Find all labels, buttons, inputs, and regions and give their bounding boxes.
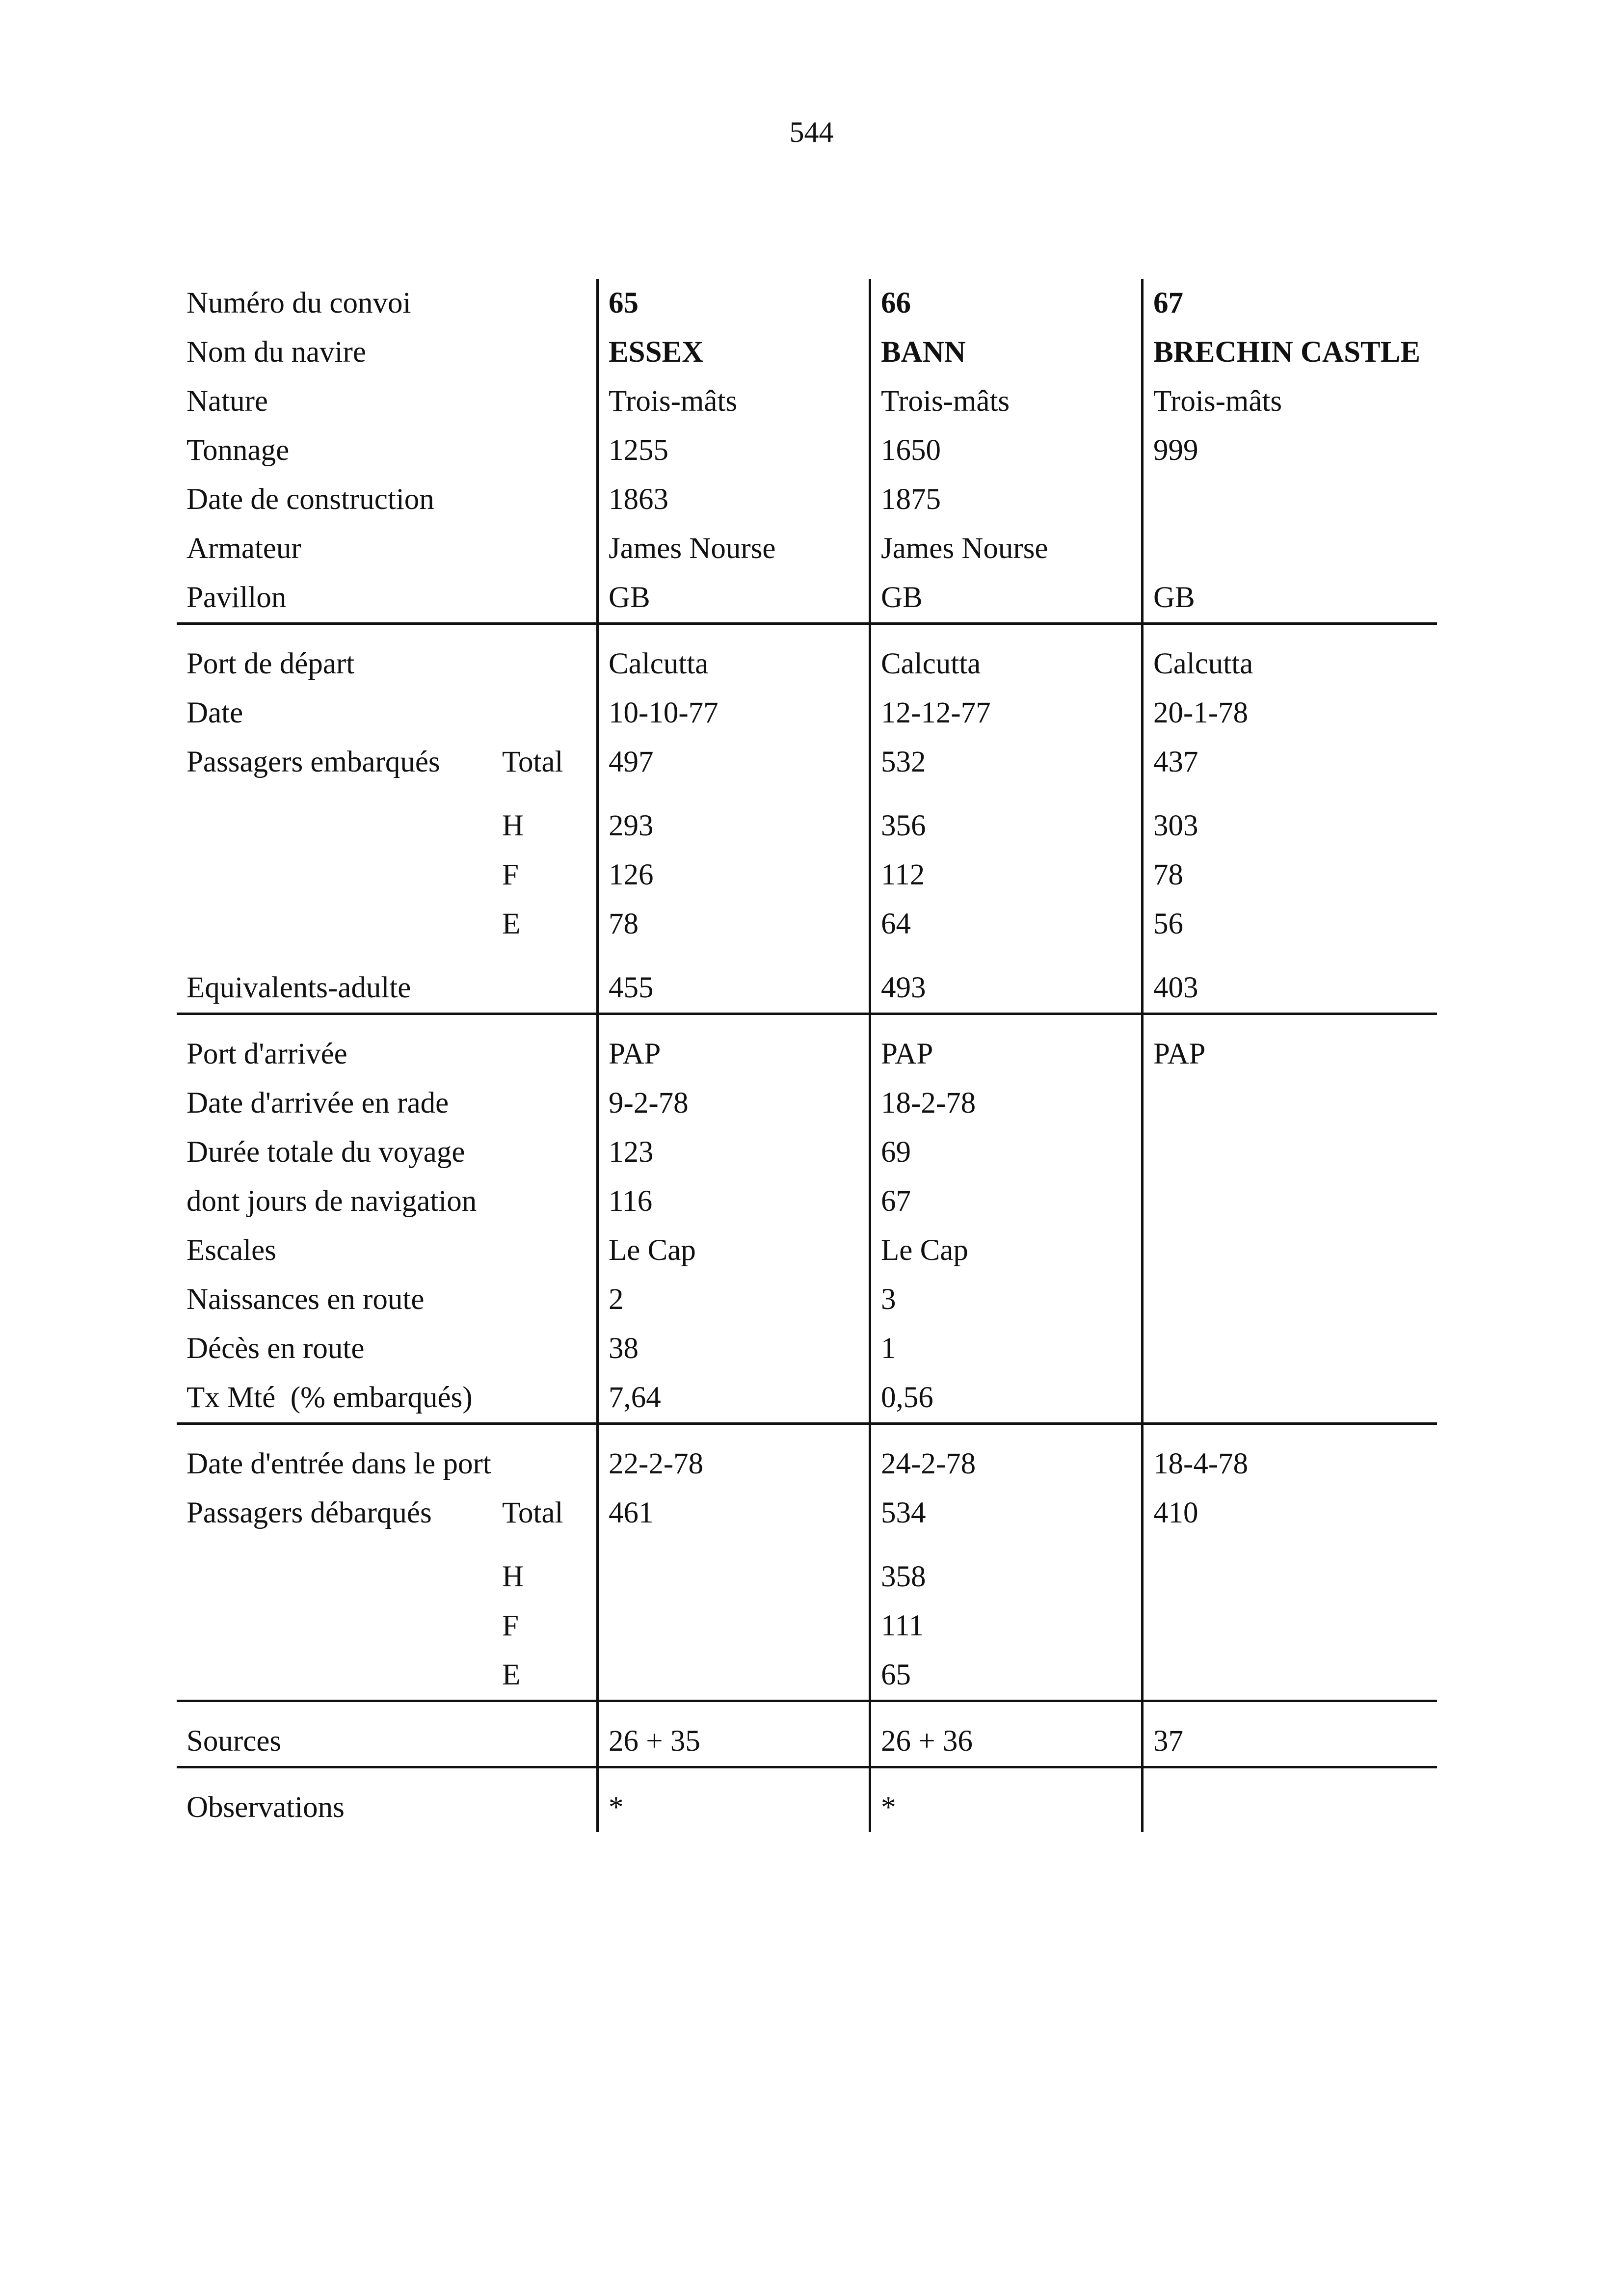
embarked-e: 64 bbox=[869, 900, 1141, 949]
row-label: Date bbox=[186, 696, 243, 729]
table-row bbox=[177, 1602, 1437, 1651]
births: 2 bbox=[596, 1275, 869, 1324]
table-row bbox=[177, 573, 1437, 622]
sailing-days bbox=[1141, 1177, 1415, 1226]
departure-port: Calcutta bbox=[596, 640, 869, 689]
ship-built bbox=[1141, 475, 1415, 524]
h-label: H bbox=[502, 1560, 524, 1593]
row-label: Port d'arrivée bbox=[186, 1038, 347, 1070]
row-label: Escales bbox=[186, 1234, 276, 1267]
adult-equivalents: 493 bbox=[869, 963, 1141, 1013]
table-row bbox=[177, 524, 1437, 573]
embarked-f: 126 bbox=[596, 851, 869, 900]
embarked-total: 497 bbox=[596, 738, 869, 787]
row-label: Durée totale du voyage bbox=[186, 1136, 465, 1169]
table-row bbox=[177, 1177, 1437, 1226]
table-row bbox=[177, 1030, 1437, 1079]
mortality bbox=[1141, 1373, 1415, 1422]
table-row bbox=[177, 1717, 1437, 1766]
landed-total: 534 bbox=[869, 1489, 1141, 1538]
ship-info-section bbox=[177, 279, 1437, 625]
landed-e bbox=[1141, 1651, 1415, 1700]
e-label: E bbox=[502, 908, 521, 940]
row-label: Numéro du convoi bbox=[186, 287, 411, 320]
mortality: 0,56 bbox=[869, 1373, 1141, 1422]
ship-name: BANN bbox=[869, 328, 1141, 377]
ship-nature: Trois-mâts bbox=[596, 377, 869, 426]
departure-section bbox=[177, 625, 1437, 1015]
page-number: 544 bbox=[789, 116, 834, 148]
mortality: 7,64 bbox=[596, 1373, 869, 1422]
row-label: Date d'entrée dans le port bbox=[186, 1447, 491, 1480]
table-row bbox=[177, 900, 1437, 949]
f-label: F bbox=[502, 1609, 519, 1642]
port-entry-date: 18-4-78 bbox=[1141, 1440, 1415, 1489]
table-row bbox=[177, 1552, 1437, 1602]
total-label: Total bbox=[502, 1496, 563, 1529]
convoy-number: 66 bbox=[869, 279, 1141, 328]
embarked-f: 78 bbox=[1141, 851, 1415, 900]
table-row bbox=[177, 689, 1437, 738]
voyage-days: 123 bbox=[596, 1128, 869, 1177]
arrival-date: 18-2-78 bbox=[869, 1079, 1141, 1128]
deaths: 38 bbox=[596, 1324, 869, 1373]
table-row bbox=[177, 1373, 1437, 1422]
embarked-label: Passagers embarqués bbox=[186, 746, 440, 778]
sailing-days: 116 bbox=[596, 1177, 869, 1226]
table-row bbox=[177, 851, 1437, 900]
arrival-section bbox=[177, 1015, 1437, 1425]
departure-date: 10-10-77 bbox=[596, 689, 869, 738]
table-row bbox=[177, 1128, 1437, 1177]
row-label bbox=[177, 1489, 596, 1538]
table-row bbox=[177, 328, 1437, 377]
table-row bbox=[177, 1783, 1437, 1832]
departure-date: 20-1-78 bbox=[1141, 689, 1415, 738]
row-label: Equivalents-adulte bbox=[186, 971, 411, 1004]
arrival-date: 9-2-78 bbox=[596, 1079, 869, 1128]
arrival-port: PAP bbox=[596, 1030, 869, 1079]
sources: 37 bbox=[1141, 1717, 1415, 1766]
ship-built: 1875 bbox=[869, 475, 1141, 524]
adult-equivalents: 403 bbox=[1141, 963, 1415, 1013]
stopovers bbox=[1141, 1226, 1415, 1275]
row-label: Date d'arrivée en rade bbox=[186, 1087, 449, 1120]
embarked-f: 112 bbox=[869, 851, 1141, 900]
ship-name: BRECHIN CASTLE bbox=[1141, 328, 1415, 377]
row-label: Sources bbox=[186, 1725, 282, 1758]
embarked-e: 56 bbox=[1141, 900, 1415, 949]
row-label: Tonnage bbox=[186, 434, 290, 467]
table-row bbox=[177, 1275, 1437, 1324]
sources: 26 + 35 bbox=[596, 1717, 869, 1766]
landed-h: 358 bbox=[869, 1552, 1141, 1602]
table-row bbox=[177, 1324, 1437, 1373]
voyage-days bbox=[1141, 1128, 1415, 1177]
port-entry-date: 22-2-78 bbox=[596, 1440, 869, 1489]
landed-f bbox=[1141, 1602, 1415, 1651]
table-row bbox=[177, 1440, 1437, 1489]
landed-e bbox=[596, 1651, 869, 1700]
table-row bbox=[177, 1226, 1437, 1275]
table-row bbox=[177, 801, 1437, 851]
table-row bbox=[177, 640, 1437, 689]
ship-nature: Trois-mâts bbox=[1141, 377, 1415, 426]
row-label: Décès en route bbox=[186, 1332, 365, 1365]
arrival-date bbox=[1141, 1079, 1415, 1128]
departure-date: 12-12-77 bbox=[869, 689, 1141, 738]
row-label: Tx Mté (% embarqués) bbox=[186, 1381, 473, 1414]
row-label: Nom du navire bbox=[186, 336, 366, 369]
table-row bbox=[177, 426, 1437, 475]
landed-total: 461 bbox=[596, 1489, 869, 1538]
row-label: Nature bbox=[186, 385, 268, 418]
ship-flag: GB bbox=[869, 573, 1141, 622]
deaths: 1 bbox=[869, 1324, 1141, 1373]
table-row bbox=[177, 1651, 1437, 1700]
landed-h bbox=[1141, 1552, 1415, 1602]
row-label: dont jours de navigation bbox=[186, 1185, 477, 1218]
observations: * bbox=[596, 1783, 869, 1832]
sailing-days: 67 bbox=[869, 1177, 1141, 1226]
ship-tonnage: 999 bbox=[1141, 426, 1415, 475]
embarked-e: 78 bbox=[596, 900, 869, 949]
ship-flag: GB bbox=[596, 573, 869, 622]
convoy-number: 65 bbox=[596, 279, 869, 328]
observations: * bbox=[869, 1783, 1141, 1832]
table-row bbox=[177, 475, 1437, 524]
ship-owner: James Nourse bbox=[869, 524, 1141, 573]
births: 3 bbox=[869, 1275, 1141, 1324]
ship-built: 1863 bbox=[596, 475, 869, 524]
total-label: Total bbox=[502, 746, 563, 778]
row-label: Port de départ bbox=[186, 647, 355, 680]
landed-total: 410 bbox=[1141, 1489, 1415, 1538]
voyage-days: 69 bbox=[869, 1128, 1141, 1177]
table-row bbox=[177, 963, 1437, 1013]
table-row bbox=[177, 279, 1437, 328]
e-label: E bbox=[502, 1658, 521, 1691]
births bbox=[1141, 1275, 1415, 1324]
deaths bbox=[1141, 1324, 1415, 1373]
convoy-table bbox=[177, 279, 1437, 1832]
embarked-total: 532 bbox=[869, 738, 1141, 787]
embarked-total: 437 bbox=[1141, 738, 1415, 787]
landed-f: 111 bbox=[869, 1602, 1141, 1651]
ship-name: ESSEX bbox=[596, 328, 869, 377]
convoy-number: 67 bbox=[1141, 279, 1415, 328]
row-label: Date de construction bbox=[186, 483, 434, 516]
table-row bbox=[177, 377, 1437, 426]
ship-flag: GB bbox=[1141, 573, 1415, 622]
ship-owner: James Nourse bbox=[596, 524, 869, 573]
h-label: H bbox=[502, 809, 524, 842]
landed-label: Passagers débarqués bbox=[186, 1496, 432, 1529]
arrival-port: PAP bbox=[1141, 1030, 1415, 1079]
f-label: F bbox=[502, 858, 519, 891]
port-entry-date: 24-2-78 bbox=[869, 1440, 1141, 1489]
ship-owner bbox=[1141, 524, 1415, 573]
landing-section bbox=[177, 1425, 1437, 1702]
departure-port: Calcutta bbox=[1141, 640, 1415, 689]
row-label bbox=[177, 738, 596, 787]
embarked-h: 356 bbox=[869, 801, 1141, 851]
ship-tonnage: 1255 bbox=[596, 426, 869, 475]
stopovers: Le Cap bbox=[869, 1226, 1141, 1275]
stopovers: Le Cap bbox=[596, 1226, 869, 1275]
landed-f bbox=[596, 1602, 869, 1651]
table-row bbox=[177, 1079, 1437, 1128]
observations-section bbox=[177, 1768, 1437, 1832]
row-label: Observations bbox=[186, 1791, 345, 1824]
landed-h bbox=[596, 1552, 869, 1602]
embarked-h: 293 bbox=[596, 801, 869, 851]
sources-section bbox=[177, 1702, 1437, 1768]
row-label: Pavillon bbox=[186, 581, 287, 614]
landed-e: 65 bbox=[869, 1651, 1141, 1700]
row-label: Naissances en route bbox=[186, 1283, 425, 1316]
ship-nature: Trois-mâts bbox=[869, 377, 1141, 426]
row-label: Armateur bbox=[186, 532, 301, 565]
arrival-port: PAP bbox=[869, 1030, 1141, 1079]
observations bbox=[1141, 1783, 1415, 1832]
table-row bbox=[177, 1489, 1437, 1538]
departure-port: Calcutta bbox=[869, 640, 1141, 689]
sources: 26 + 36 bbox=[869, 1717, 1141, 1766]
ship-tonnage: 1650 bbox=[869, 426, 1141, 475]
adult-equivalents: 455 bbox=[596, 963, 869, 1013]
table-row bbox=[177, 738, 1437, 787]
embarked-h: 303 bbox=[1141, 801, 1415, 851]
